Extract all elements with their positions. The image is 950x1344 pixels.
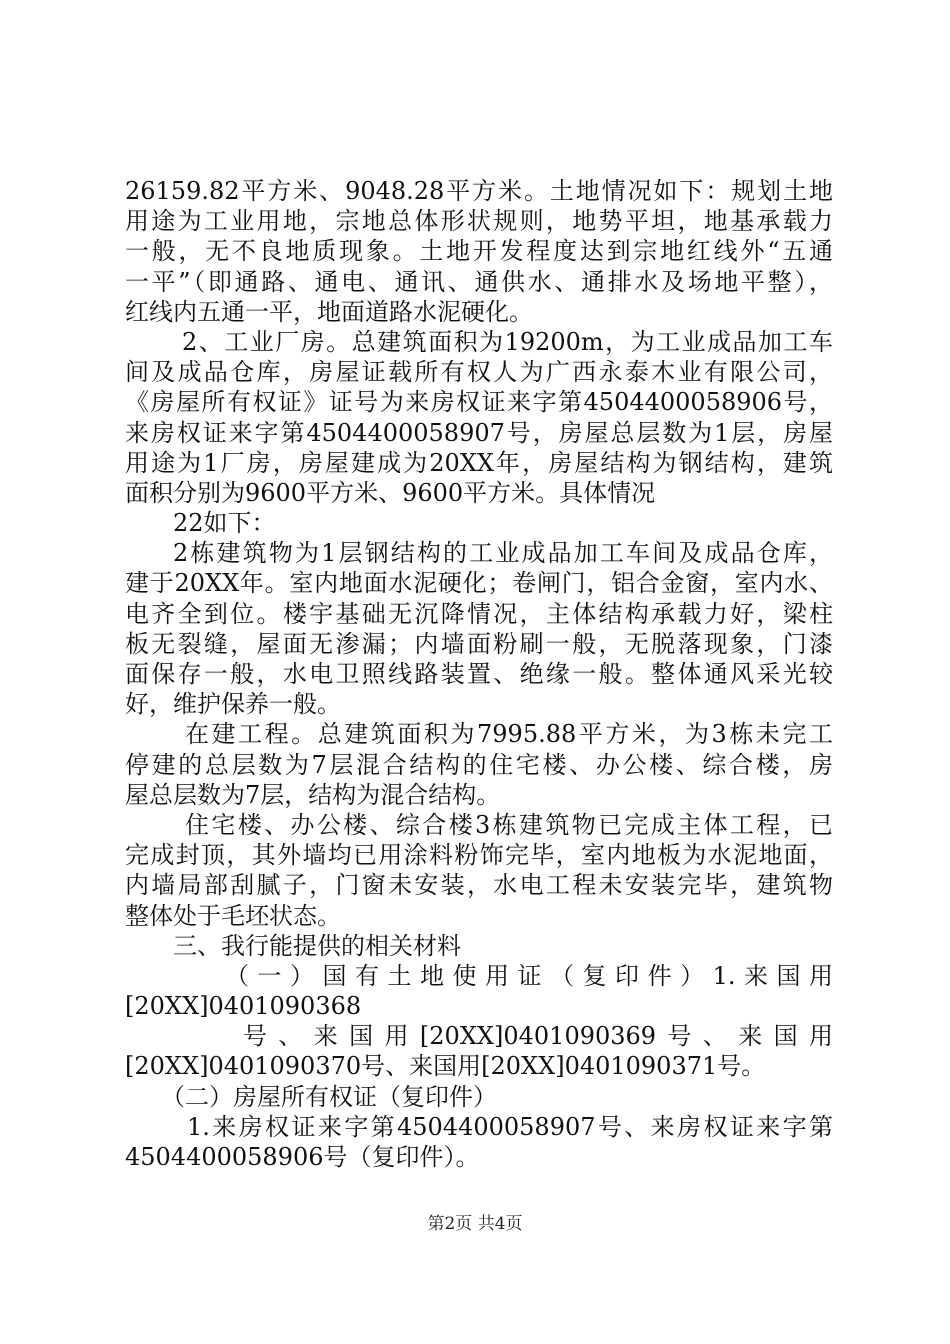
section-heading: 三、我行能提供的相关材料 [173, 931, 461, 960]
text-line: 一平”（即通路、通电、通讯、通供水、通排水及场地平整）， [125, 267, 833, 296]
text-line: 建于20XX年。室内地面水泥硬化；卷闸门，铝合金窗，室内水、 [125, 569, 833, 598]
text-line: 2、工业厂房。总建筑面积为19200m，为工业成品加工车 [182, 327, 833, 356]
text-line: [20XX]0401090370号、来国用[20XX]0401090371号。 [125, 1052, 766, 1081]
page-footer [0, 1213, 950, 1235]
subsection-heading: （二）房屋所有权证（复印件） [161, 1082, 497, 1111]
text-line: 一般，无不良地质现象。土地开发程度达到宗地红线外“五通 [125, 237, 833, 266]
text-line: 电齐全到位。楼宇基础无沉降情况，主体结构承载力好，梁柱 [125, 599, 833, 628]
text-line: 1.来房权证来字第4504400058907号、来房权证来字第 [187, 1112, 833, 1141]
text-line: 红线内五通一平，地面道路水泥硬化。 [125, 297, 533, 326]
text-line: 屋总层数为7层，结构为混合结构。 [125, 780, 501, 809]
text-line: 板无裂缝，屋面无渗漏；内墙面粉刷一般，无脱落现象，门漆 [125, 629, 833, 658]
text-line: 整体处于毛坯状态。 [125, 901, 341, 930]
body-text [125, 176, 833, 1172]
text-line: 号、来国用[20XX]0401090369号、来国用 [243, 1022, 833, 1051]
text-line: 停建的总层数为7层混合结构的住宅楼、办公楼、综合楼，房 [125, 750, 833, 779]
text-line: 来房权证来字第4504400058907号，房屋总层数为1层，房屋 [125, 418, 833, 447]
text-line: 面保存一般，水电卫照线路装置、绝缘一般。整体通风采光较 [125, 660, 833, 688]
text-line: 住宅楼、办公楼、综合楼3栋建筑物已完成主体工程，已 [185, 810, 833, 839]
text-line: 在建工程。总建筑面积为7995.88平方米，为3栋未完工 [185, 720, 833, 749]
text-line: 间及成品仓库，房屋证载所有权人为广西永泰木业有限公司， [125, 358, 833, 387]
text-line: 用途为1厂房，房屋建成为20XX年，房屋结构为钢结构，建筑 [125, 448, 833, 477]
text-line: 26159.82平方米、9048.28平方米。土地情况如下：规划土地 [125, 177, 833, 205]
text-line: 22如下： [173, 509, 276, 538]
text-line: 《房屋所有权证》证号为来房权证来字第4504400058906号， [125, 388, 833, 417]
page-number: 第2页 共4页 [427, 1214, 523, 1234]
text-line: 2栋建筑物为1层钢结构的工业成品加工车间及成品仓库， [173, 539, 833, 568]
text-line: 内墙局部刮腻子，门窗未安装，水电工程未安装完毕，建筑物 [125, 871, 833, 900]
text-line: 面积分别为9600平方米、9600平方米。具体情况 [125, 478, 656, 507]
text-line: 4504400058906号（复印件）。 [125, 1143, 480, 1171]
text-line: [20XX]0401090368 [125, 992, 362, 1021]
text-line: 用途为工业用地，宗地总体形状规则，地势平坦，地基承载力 [125, 207, 833, 236]
text-line: 好，维护保养一般。 [125, 690, 341, 719]
text-line: （一）国有土地使用证（复印件）1.来国用 [225, 961, 833, 990]
text-line: 完成封顶，其外墙均已用涂料粉饰完毕，室内地板为水泥地面， [125, 841, 833, 870]
